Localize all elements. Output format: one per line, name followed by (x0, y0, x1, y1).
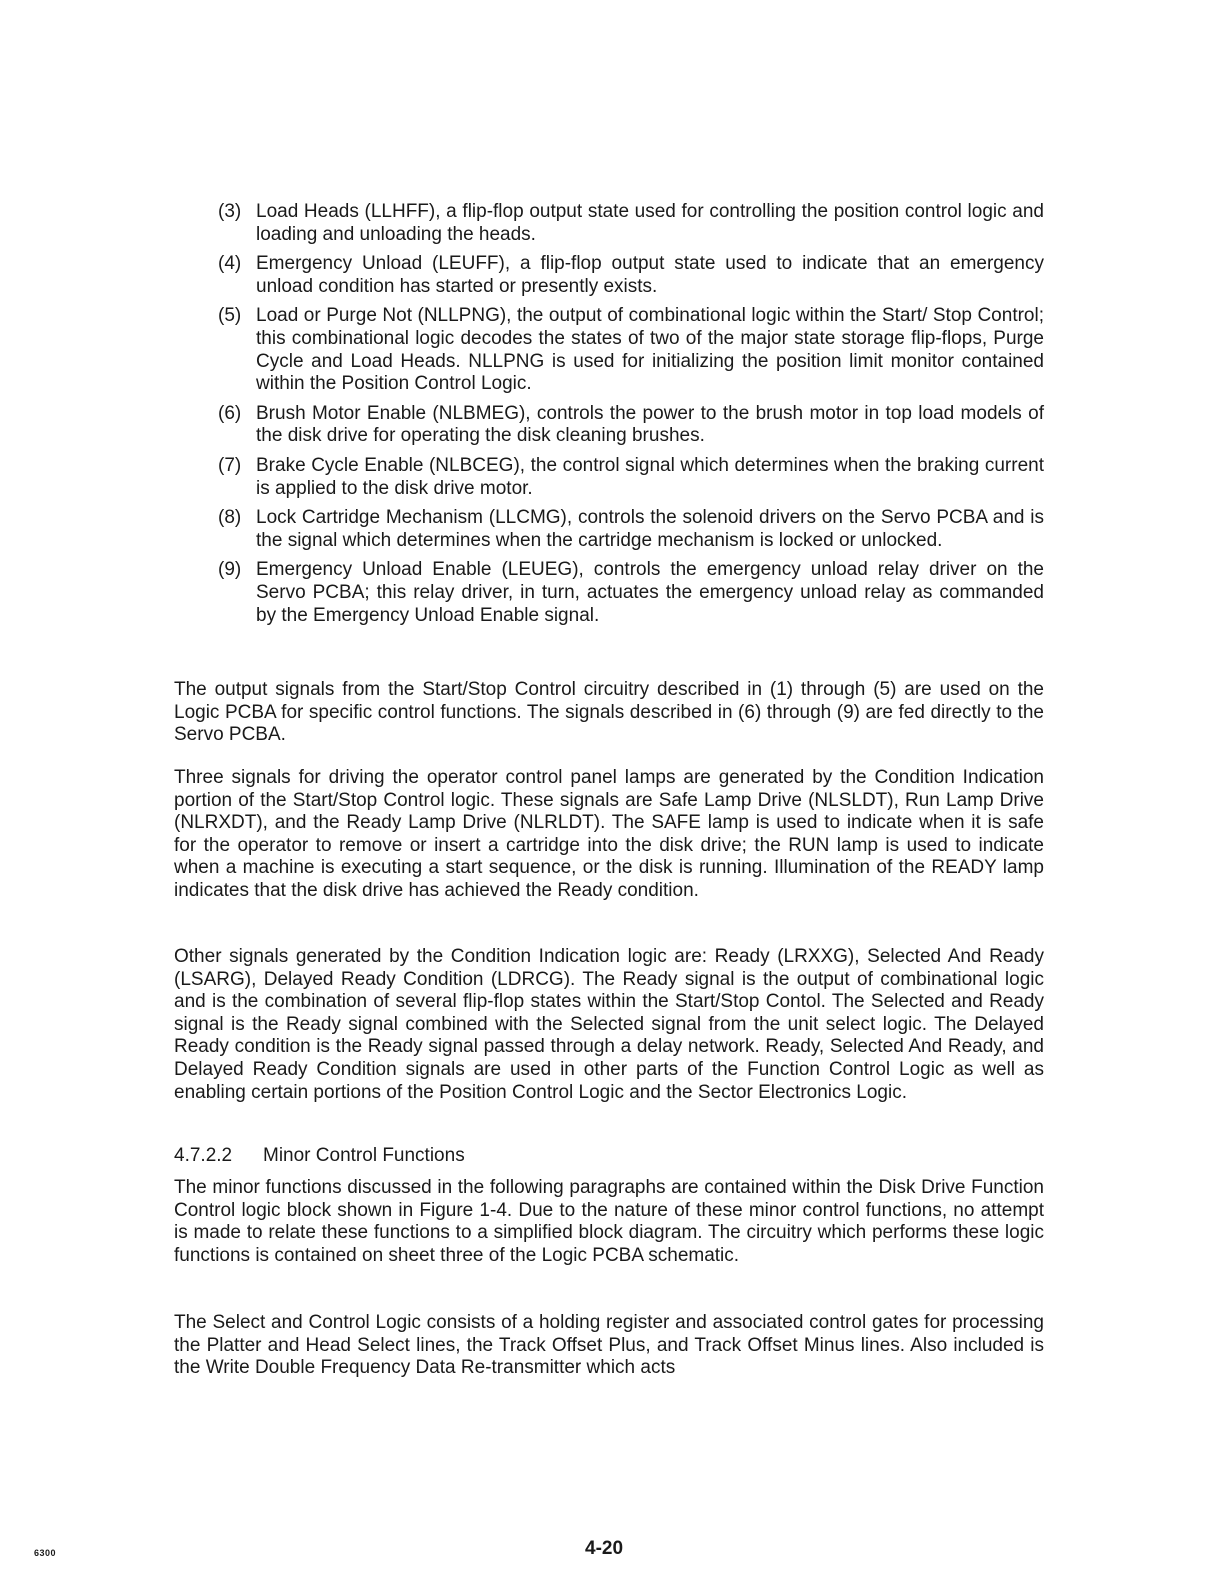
paragraph-select-control: The Select and Control Logic consists of a holding register and associated control gates for processing the Platter and Head Select lines, the Track Offset Plus, and Track Offset Minus lines. Also included is the Write Double Frequency Data Re-transmitter which acts (174, 1312, 1044, 1379)
list-item-text: Load or Purge Not (NLLPNG), the output of combinational logic within the Start/ Stop Control; this combinational logic decodes the states of two of the major state storage flip-flops, Purge Cycle and Load Heads. NLLPNG is used for initializing the position limit monitor contained within the Position Control Logic. (256, 305, 1044, 395)
signal-list (218, 201, 1044, 634)
list-item-number: (6) (218, 402, 242, 424)
section-heading (174, 1145, 465, 1168)
list-item (218, 455, 1044, 500)
page-number: 4-20 (585, 1538, 624, 1559)
list-item-text: Lock Cartridge Mechanism (LLCMG), controls the solenoid drivers on the Servo PCBA and is the signal which determines when the cartridge mechanism is locked or unlocked. (256, 507, 1044, 551)
list-item-text: Load Heads (LLHFF), a flip-flop output state used for controlling the position control logic and loading and unloading the heads. (256, 201, 1044, 245)
list-item-text: Emergency Unload (LEUFF), a flip-flop output state used to indicate that an emergency unload condition has started or presently exists. (256, 253, 1044, 297)
list-item-number: (5) (218, 305, 242, 327)
paragraph-lamp-signals: Three signals for driving the operator control panel lamps are generated by the Condition Indication portion of the Start/Stop Control logic. These signals are Safe Lamp Drive (NLSLDT), Run Lamp Drive (NLRXDT), and the Ready Lamp Drive (NLRLDT). The SAFE lamp is used to indicate when it is safe for the operator to remove or insert a cartridge into the disk drive; the RUN lamp is used to indicate when a machine is executing a start sequence, or the disk is running. Illumination of the READY lamp indicates that the disk drive has achieved the Ready condition. (174, 767, 1044, 901)
list-item-text: Brake Cycle Enable (NLBCEG), the control signal which determines when the braking current is applied to the disk drive motor. (256, 454, 1044, 499)
section-title: Minor Control Functions (263, 1145, 465, 1166)
list-item-number: (3) (218, 201, 242, 222)
list-item (218, 305, 1044, 395)
list-item-number: (7) (218, 454, 242, 476)
list-item (218, 253, 1044, 298)
paragraph-minor-functions: The minor functions discussed in the following paragraphs are contained within the Disk Drive Function Control logic block shown in Figure 1-4. Due to the nature of these minor control functions, no attempt is made to relate these functions to a simplified block diagram. The circuitry which performs these logic functions is contained on sheet three of the Logic PCBA schematic. (174, 1177, 1044, 1266)
list-item-number: (4) (218, 253, 242, 275)
list-item (218, 403, 1044, 448)
list-item (218, 559, 1044, 627)
paragraph-condition-signals: Other signals generated by the Condition Indication logic are: Ready (LRXXG), Selected And Ready (LSARG), Delayed Ready Condition (LDRCG). The Ready signal is the output of combinational logic and is the combination of several flip-flop states within the Start/Stop Contol. The Selected and Ready signal is the Ready signal combined with the Selected signal from the unit select logic. The Delayed Ready condition is the Ready signal passed through a delay network. Ready, Selected And Ready, and Delayed Ready Condition signals are used in other parts of the Function Control Logic as well as enabling certain portions of the Position Control Logic and the Sector Electronics Logic. (174, 946, 1044, 1103)
section-number: 4.7.2.2 (174, 1145, 233, 1166)
list-item-text: Emergency Unload Enable (LEUEG), controls the emergency unload relay driver on the Servo PCBA; this relay driver, in turn, actuates the emergency unload relay as commanded by the Emergency Unload Enable signal. (256, 559, 1044, 626)
list-item (218, 507, 1044, 552)
list-item-text: Brush Motor Enable (NLBMEG), controls the power to the brush motor in top load models of the disk drive for operating the disk cleaning brushes. (256, 402, 1044, 447)
list-item (218, 201, 1044, 246)
list-item-number: (8) (218, 507, 242, 529)
paragraph-output-signals: The output signals from the Start/Stop Control circuitry described in (1) through (5) are used on the Logic PCBA for specific control functions. The signals described in (6) through (9) are fed directly to the Servo PCBA. (174, 679, 1044, 746)
document-id: 6300 (34, 1548, 57, 1558)
list-item-number: (9) (218, 559, 242, 581)
